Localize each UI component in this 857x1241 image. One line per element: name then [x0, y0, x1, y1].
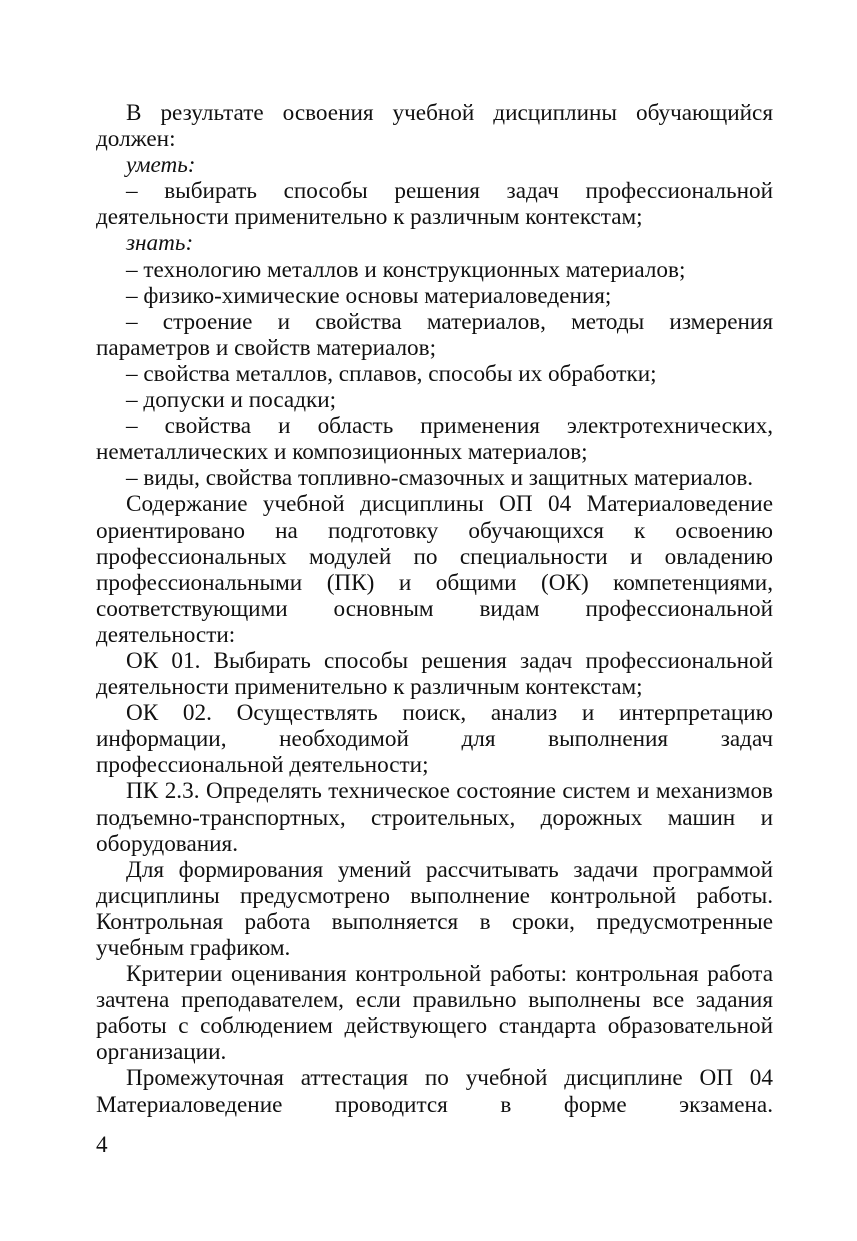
attestation-paragraph: Промежуточная аттестация по учебной дисциплине ОП 04 Материаловедение проводится в форме экзамена.: [96, 1065, 773, 1118]
knowledge-item: – свойства и область применения электротехнических, неметаллических и композиционных материалов;: [96, 413, 773, 466]
competency-item: ОК 02. Осуществлять поиск, анализ и интерпретацию информации, необходимой для выполнения задач профессиональной деятельности;: [96, 700, 773, 779]
skills-label: уметь:: [126, 152, 196, 179]
competency-item: ПК 2.3. Определять техническое состояние систем и механизмов подъемно-транспортных, строительных, дорожных машин и оборудования.: [96, 778, 773, 857]
knowledge-item: – свойства металлов, сплавов, способы их обработки;: [126, 360, 657, 387]
control-work-paragraph: Для формирования умений рассчитывать задачи программой дисциплины предусмотрено выполнение контрольной работы. Контрольная работа выполняется в сроки, предусмотренные учебным графиком.: [96, 856, 773, 961]
knowledge-item: – технологию металлов и конструкционных материалов;: [126, 256, 686, 283]
competency-item: ОК 01. Выбирать способы решения задач профессиональной деятельности применительно к различным контекстам;: [96, 647, 773, 701]
content-paragraph: Содержание учебной дисциплины ОП 04 Материаловедение ориентировано на подготовку обучающихся к освоению профессиональных модулей по специальности и овладению профессиональными (ПК) и общими (ОК) компетенциями, соответствующими основным видам профессиональной деятельности:: [96, 491, 773, 648]
page-body: [96, 100, 773, 1118]
skills-item: – выбирать способы решения задач профессиональной деятельности применительно к различным контекстам;: [96, 178, 773, 231]
knowledge-label: знать:: [126, 230, 194, 257]
knowledge-item: – строение и свойства материалов, методы измерения параметров и свойств материалов;: [96, 308, 773, 361]
criteria-paragraph: Критерии оценивания контрольной работы: контрольная работа зачтена преподавателем, если правильно выполнены все задания работы с соблюдением действующего стандарта образовательной организации.: [96, 961, 773, 1066]
page-number: 4: [96, 1132, 108, 1158]
knowledge-item: – виды, свойства топливно-смазочных и защитных материалов.: [126, 465, 754, 492]
knowledge-item: – допуски и посадки;: [126, 387, 337, 414]
intro-paragraph: В результате освоения учебной дисциплины обучающийся должен:: [96, 100, 773, 153]
knowledge-item: – физико-химические основы материаловедения;: [126, 282, 612, 309]
